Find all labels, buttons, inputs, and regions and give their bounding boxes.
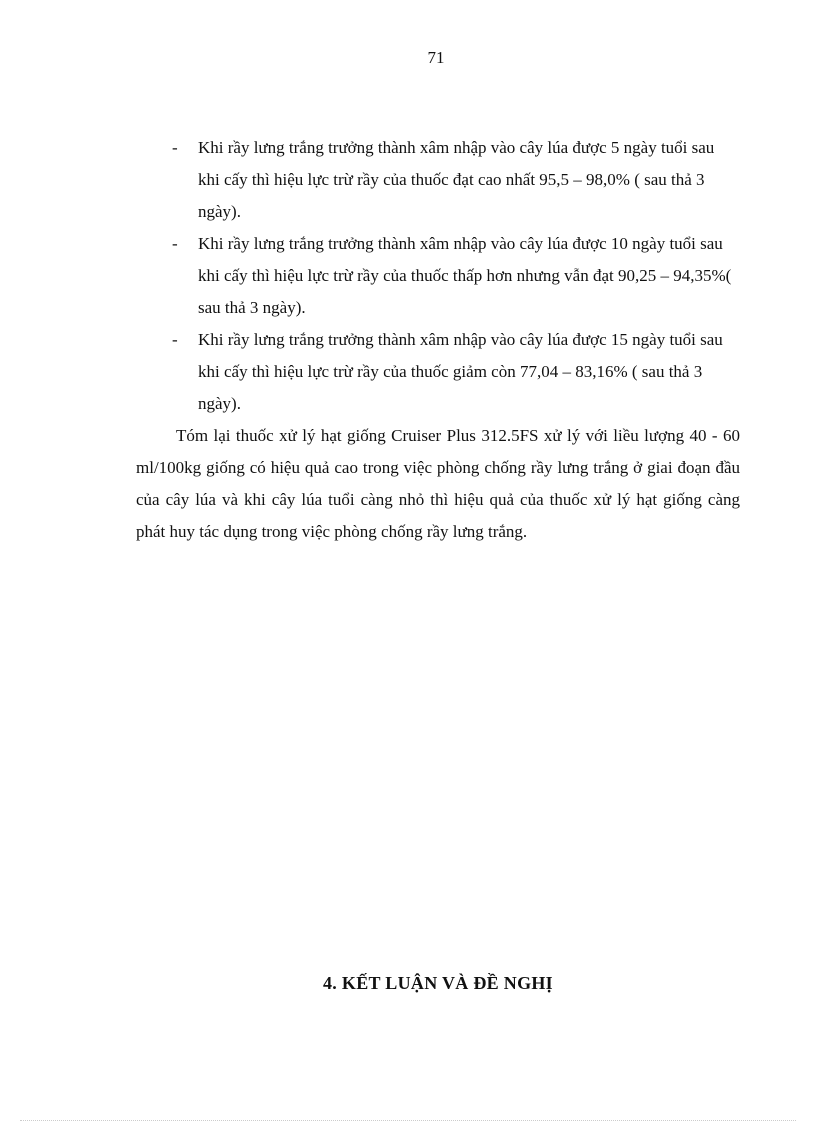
section-heading: 4. KẾT LUẬN VÀ ĐỀ NGHỊ [323, 973, 553, 993]
bullet-text: Khi rầy lưng trắng trưởng thành xâm nhập vào cây lúa được 15 ngày tuổi sau khi cấy thì hiệu lực trừ rầy của thuốc giảm còn 77,04 – 83,16% ( sau thả 3 ngày). [198, 330, 723, 413]
list-item [0, 324, 816, 420]
page-number: 71 [427, 48, 445, 67]
bullet-text: Khi rầy lưng trắng trưởng thành xâm nhập vào cây lúa được 5 ngày tuổi sau khi cấy thì hiệu lực trừ rầy của thuốc đạt cao nhất 95,5 – 98,0% ( sau thả 3 ngày). [198, 138, 715, 221]
page-bottom-divider [20, 1120, 796, 1121]
list-item [0, 132, 816, 228]
bullet-text: Khi rầy lưng trắng trưởng thành xâm nhập vào cây lúa được 10 ngày tuổi sau khi cấy thì hiệu lực trừ rầy của thuốc thấp hơn nhưng vẫn đạt 90,25 – 94,35%( sau thả 3 ngày). [198, 234, 732, 317]
summary-paragraph: Tóm lại thuốc xử lý hạt giống Cruiser Plus 312.5FS xử lý với liều lượng 40 - 60 ml/100kg giống có hiệu quả cao trong việc phòng chống rầy lưng trắng ở giai đoạn đầu của cây lúa và khi cây lúa tuổi càng nhỏ thì hiệu quả của thuốc xử lý hạt giống càng phát huy tác dụng trong việc phòng chống rầy lưng trắng. [136, 426, 740, 541]
bullet-marker: - [172, 138, 178, 157]
bullet-marker: - [172, 234, 178, 253]
bullet-list [0, 132, 816, 420]
list-item [0, 228, 816, 324]
bullet-marker: - [172, 330, 178, 349]
